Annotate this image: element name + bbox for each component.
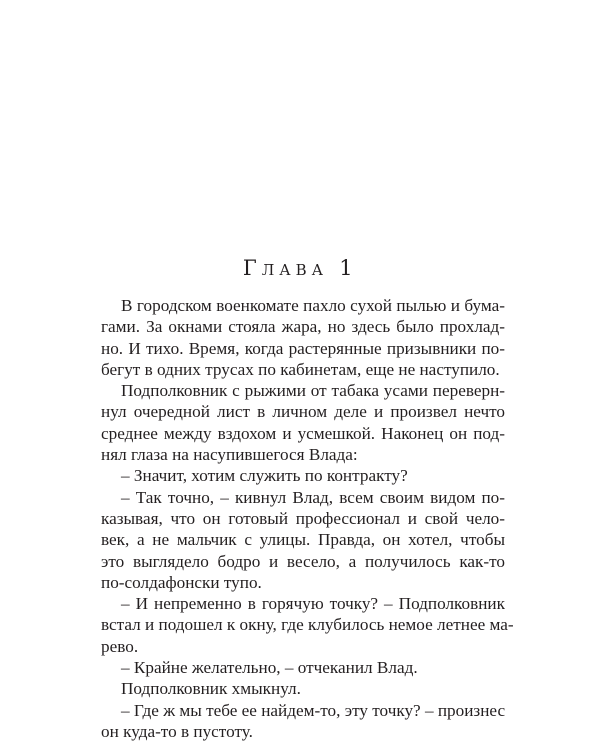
text-line: он куда-то в пустоту. xyxy=(101,721,253,741)
text-line: Подполковник хмыкнул. xyxy=(121,679,301,699)
paragraph xyxy=(101,380,505,465)
chapter-heading xyxy=(0,256,600,280)
paragraph xyxy=(101,700,505,743)
chapter-label: Глава xyxy=(242,256,329,280)
text-line: век, а не мальчик с улицы. Правда, он хотел, чтобы xyxy=(101,530,505,550)
text-line: Подполковник с рыжими от табака усами переверн- xyxy=(121,381,505,401)
text-line: бегут в одних трусах по кабинетам, еще не наступило. xyxy=(101,359,500,379)
text-line: среднее между вздохом и усмешкой. Наконец он под- xyxy=(101,423,505,443)
text-line: – Так точно, – кивнул Влад, всем своим видом по- xyxy=(121,487,505,507)
text-line: – Где ж мы тебе ее найдем-то, эту точку? – произнес xyxy=(121,700,506,720)
text-line: В городском военкомате пахло сухой пылью и бума- xyxy=(121,296,505,315)
text-line: гами. За окнами стояла жара, но здесь было прохлад- xyxy=(101,317,505,337)
paragraph xyxy=(101,678,505,699)
chapter-number: 1 xyxy=(339,256,358,280)
text-line: но. И тихо. Время, когда растерянные призывники по- xyxy=(101,338,505,358)
text-line: – И непременно в горячую точку? – Подполковник xyxy=(121,594,505,614)
text-line: это выглядело бодро и весело, а получилось как-то xyxy=(101,551,505,571)
paragraph xyxy=(101,487,505,593)
text-line: по-солдафонски тупо. xyxy=(101,572,262,592)
text-line: встал и подошел к окну, где клубилось немое летнее ма- xyxy=(101,615,514,635)
paragraph xyxy=(101,657,505,678)
paragraph xyxy=(101,295,505,380)
text-line: казывая, что он готовый профессионал и свой чело- xyxy=(101,508,505,528)
text-line: нул очередной лист в личном деле и произвел нечто xyxy=(101,402,505,422)
text-line: – Крайне желательно, – отчеканил Влад. xyxy=(121,658,418,678)
text-line: – Значит, хотим служить по контракту? xyxy=(121,466,408,486)
text-line: нял глаза на насупившегося Влада: xyxy=(101,445,358,465)
paragraph xyxy=(101,593,514,657)
chapter-body xyxy=(101,295,514,742)
text-line: рево. xyxy=(101,636,139,656)
paragraph xyxy=(101,465,505,486)
